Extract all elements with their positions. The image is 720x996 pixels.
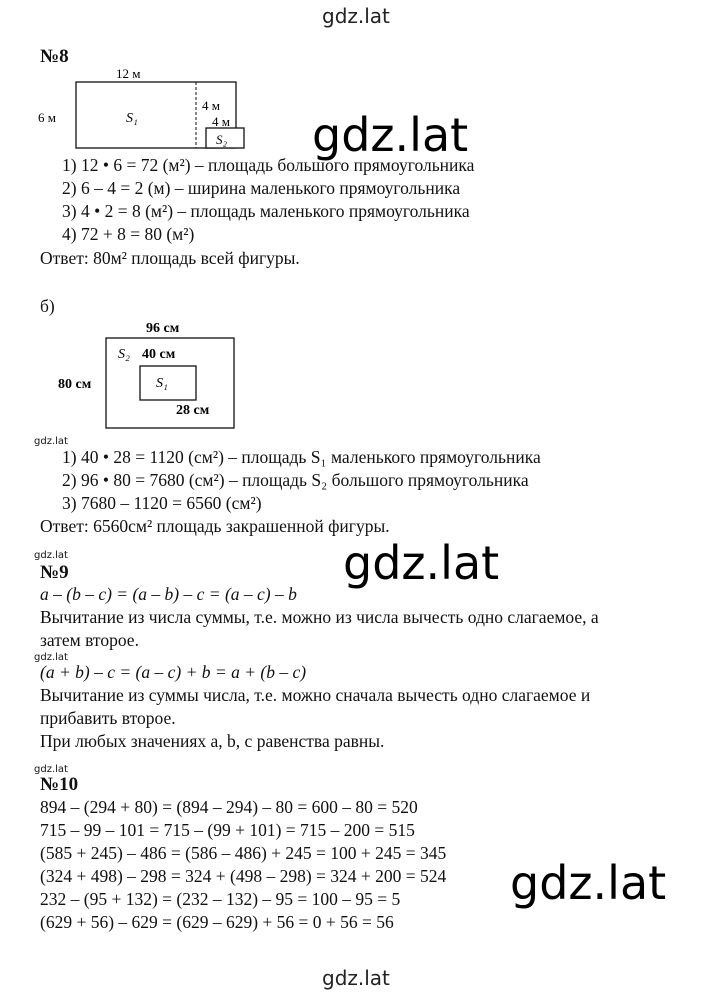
watermark-top: gdz.lat [322,4,390,28]
task8-line: 3) 7680 – 1120 = 6560 (см²) [62,493,262,513]
watermark-large: gdz.lat [343,536,500,590]
task9-formula2: (a + b) – c = (a – c) + b = a + (b – c) [40,662,307,682]
task8-header: №8 [40,46,69,67]
task8-line: 1) 40 • 28 = 1120 (см²) – площадь S₁ маленького прямоугольника [62,447,541,467]
task8-answer-a: Ответ: 80м² площадь всей фигуры. [40,248,300,268]
task9-text: Вычитание из числа суммы, т.е. можно из числа вычесть одно слагаемое, а [40,607,599,627]
task10-line: 715 – 99 – 101 = 715 – (99 + 101) = 715 – 200 = 515 [40,820,415,840]
label-4m-small: 4 м [212,114,230,129]
label-12m: 12 м [116,66,141,81]
label-s1: S₁ [156,376,168,391]
label-6m: 6 м [38,110,56,125]
watermark-small: gdz.lat [34,764,68,775]
task8-line: 2) 96 • 80 = 7680 (см²) – площадь S₂ большого прямоугольника [62,470,529,490]
task10-line: (585 + 245) – 486 = (586 – 486) + 245 = 100 + 245 = 345 [40,843,447,863]
task9-formula1: a – (b – c) = (a – b) – c = (a – c) – b [40,584,297,604]
task8-line: 2) 6 – 4 = 2 (м) – ширина маленького прямоугольника [62,178,461,198]
task9-text: прибавить второе. [40,708,176,728]
label-s2: S₂ [216,132,228,147]
label-80cm: 80 см [58,377,92,392]
watermark-small: gdz.lat [34,550,68,561]
label-28cm: 28 см [176,403,210,418]
task10-line: 232 – (95 + 132) = (232 – 132) – 95 = 100 – 95 = 5 [40,889,401,909]
task10-line: 894 – (294 + 80) = (894 – 294) – 80 = 600 – 80 = 520 [40,797,418,817]
watermark-large: gdz.lat [312,108,469,162]
task9-header: №9 [40,562,69,583]
task9-text: При любых значениях a, b, c равенства равны. [40,731,385,751]
task10-line: (629 + 56) – 629 = (629 – 629) + 56 = 0 + 56 = 56 [40,912,394,932]
task8-answer-b: Ответ: 6560см² площадь закрашенной фигуры. [40,516,390,536]
task8-figure-b [56,316,256,432]
inner-rectangle [140,366,196,400]
label-4m-right: 4 м [202,98,220,113]
watermark-small: gdz.lat [34,436,68,447]
task8-line: 3) 4 • 2 = 8 (м²) – площадь маленького прямоугольника [62,201,470,221]
task8-line: 4) 72 + 8 = 80 (м²) [62,224,195,244]
task8-line: 1) 12 • 6 = 72 (м²) – площадь большого прямоугольника [62,155,475,175]
task8-figure-a [36,66,266,156]
watermark-small: gdz.lat [34,652,68,663]
label-40cm: 40 см [142,347,176,362]
task9-text: затем второе. [40,630,139,650]
watermark-large: gdz.lat [510,856,667,910]
label-s2: S₂ [118,347,130,362]
label-96cm: 96 см [146,321,180,336]
task8-part-b-label: б) [40,296,55,316]
watermark-bottom: gdz.lat [322,966,390,990]
task10-line: (324 + 498) – 298 = 324 + (498 – 298) = 324 + 200 = 524 [40,866,447,886]
label-s1: S₁ [126,111,138,126]
task10-header: №10 [40,774,79,795]
task9-text: Вычитание из суммы числа, т.е. можно сначала вычесть одно слагаемое и [40,685,591,705]
